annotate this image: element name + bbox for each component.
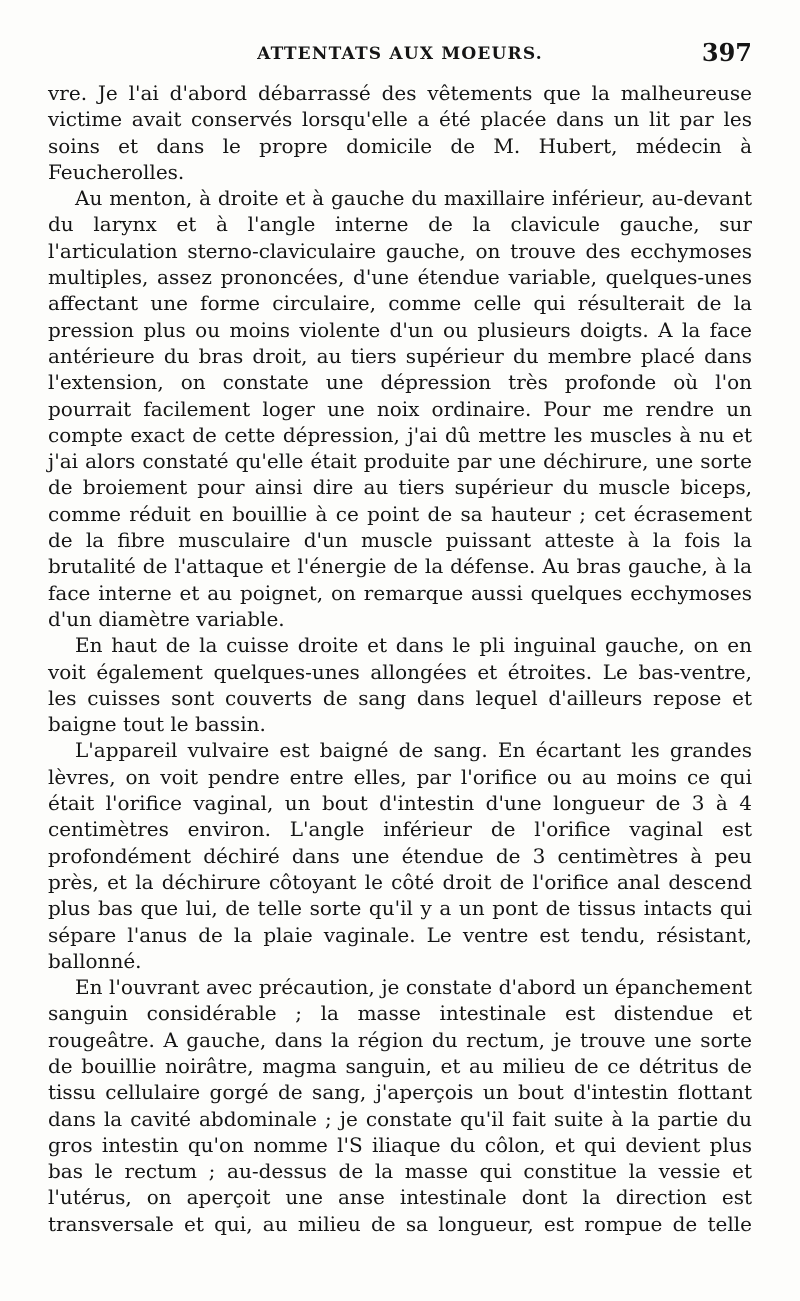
paragraph-cuisse: En haut de la cuisse droite et dans le pli inguinal gauche, on en voit également quelques-unes allongées et étroites. Le bas-ventre, les cuisses sont couverts de sang dans lequel d'ailleurs repose et baigne tout le bassin. bbox=[48, 633, 752, 737]
paragraph-appareil-vulvaire: L'appareil vulvaire est baigné de sang. En écartant les grandes lèvres, on voit pendre entre elles, par l'orifice ou au moins ce qui était l'orifice vaginal, un bout d'intestin d'une longueur de 3 à 4 centimètres environ. L'angle inférieur de l'orifice vaginal est profondément déchiré dans une étendue de 3 centimètres à peu près, et la déchirure côtoyant le côté droit de l'orifice anal descend plus bas que lui, de telle sorte qu'il y a un pont de tissus intacts qui sépare l'anus de la plaie vaginale. Le ventre est tendu, résistant, ballonné. bbox=[48, 738, 752, 973]
paragraph-ouverture: En l'ouvrant avec précaution, je constate d'abord un épanchement sanguin considérable ; la masse intestinale est distendue et rougeâtre. A gauche, dans la région du rectum, je trouve une sorte de bouillie noirâtre, magma sanguin, et au milieu de ce détritus de tissu cellulaire gorgé de sang, j'aperçois un bout d'intestin flottant dans la cavité abdominale ; je constate qu'il fait suite à la partie du gros intestin qu'on nomme l'S iliaque du côlon, et qui devient plus bas le rectum ; au-dessus de la masse qui constitue la vessie et l'utérus, on aperçoit une anse intestinale dont la direction est transversale et qui, au milieu de sa longueur, est rompue de telle bbox=[48, 975, 752, 1236]
paragraph-ecchymoses: Au menton, à droite et à gauche du maxillaire inférieur, au-devant du larynx et à l'angle interne de la clavicule gauche, sur l'articulation sterno-claviculaire gauche, on trouve des ecchymoses multiples, assez prononcées, d'une étendue variable, quelques-unes affectant une forme circulaire, comme celle qui résulterait de la pression plus ou moins violente d'un ou plusieurs doigts. A la face antérieure du bras droit, au tiers supérieur du membre placé dans l'extension, on constate une dépression très profonde où l'on pourrait facilement loger une noix ordinaire. Pour me rendre un compte exact de cette dépression, j'ai dû mettre les muscles à nu et j'ai alors constaté qu'elle était produite par une déchirure, une sorte de broiement pour ainsi dire au tiers supérieur du muscle biceps, comme réduit en bouillie à ce point de sa hauteur ; cet écrasement de la fibre musculaire d'un muscle puissant atteste à la fois la brutalité de l'attaque et l'énergie de la défense. Au bras gauche, à la face interne et au poignet, on remarque aussi quelques ecchymoses d'un diamètre variable. bbox=[48, 186, 752, 631]
paragraph-continuation: vre. Je l'ai d'abord débarrassé des vêtements que la malheureuse victime avait conservés lorsqu'elle a été placée dans un lit par les soins et dans le propre domicile de M. Hubert, médecin à Feucherolles. bbox=[48, 81, 752, 184]
page-number: 397 bbox=[701, 38, 752, 67]
running-header bbox=[48, 38, 752, 70]
body-text bbox=[48, 80, 752, 1237]
running-title: ATTENTATS AUX MOEURS. bbox=[257, 44, 543, 64]
